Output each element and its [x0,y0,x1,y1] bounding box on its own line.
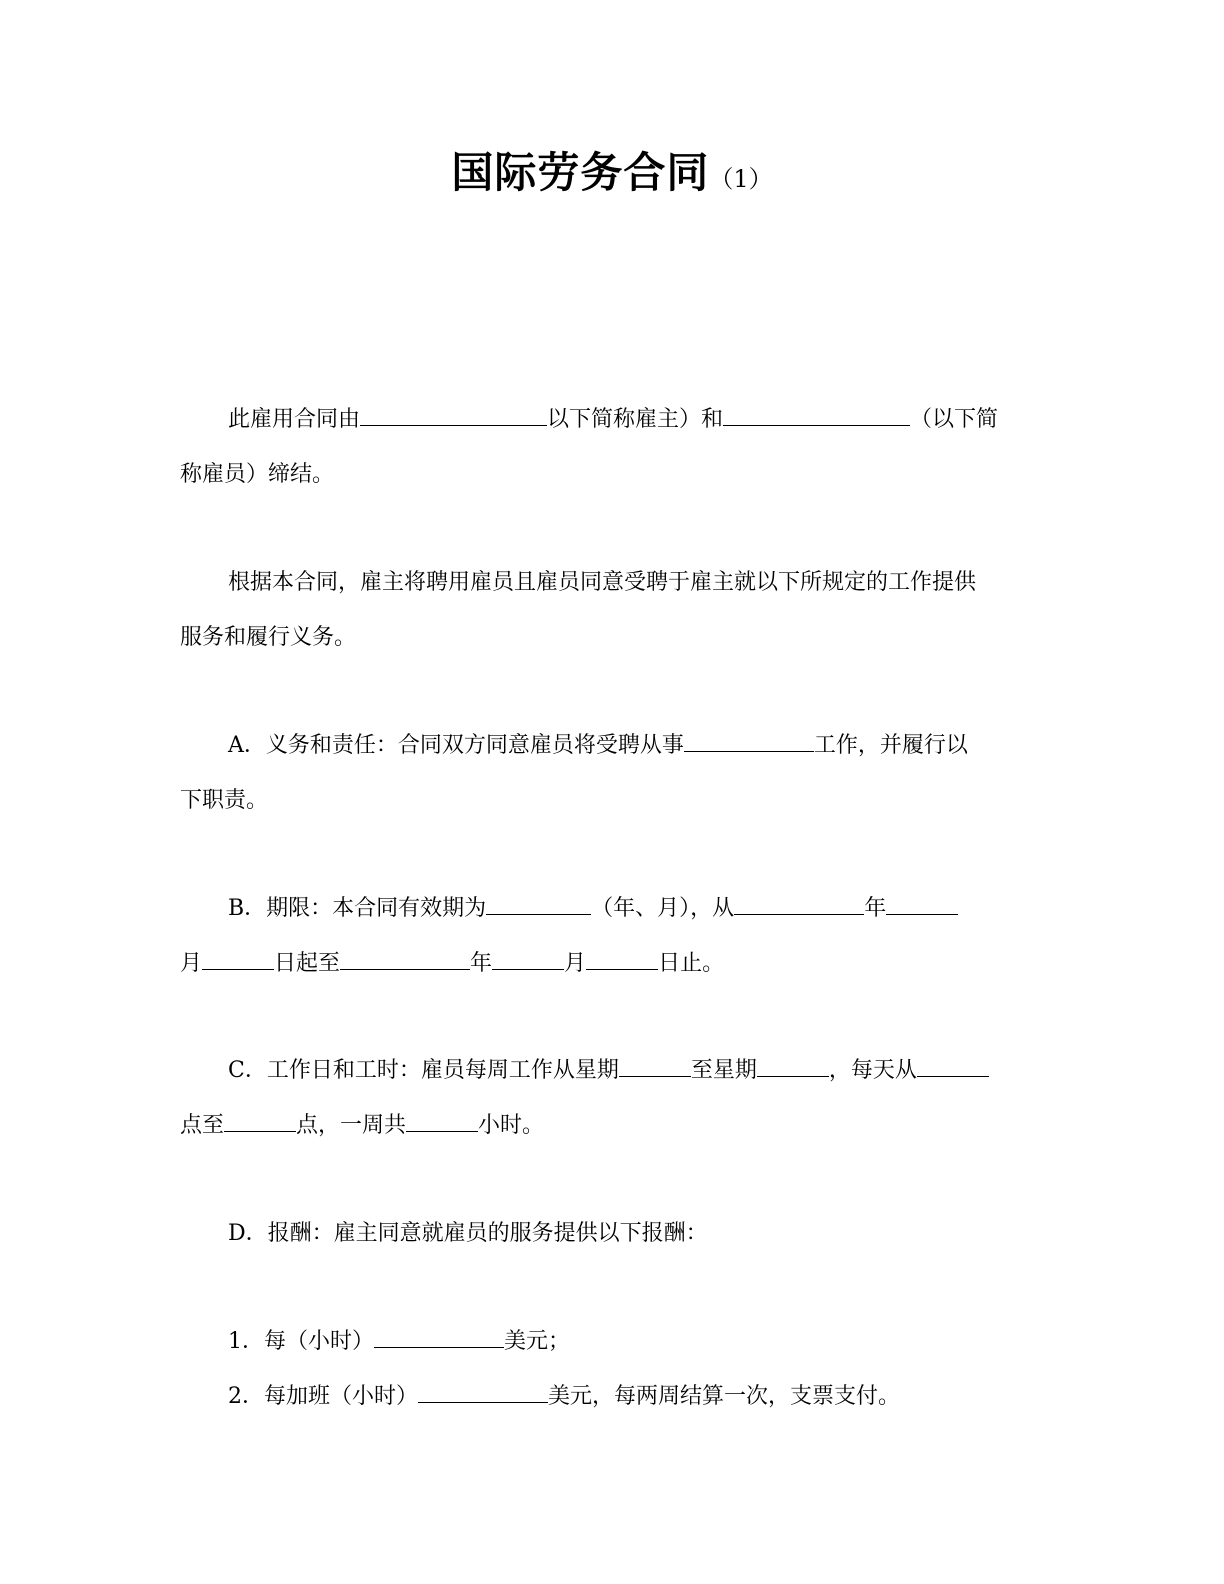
start-day-blank[interactable] [202,947,274,970]
title-main: 国际劳务合同 [451,148,710,197]
end-year-blank[interactable] [340,947,470,970]
end-month-blank[interactable] [492,947,564,970]
text: 至星期 [690,1058,757,1083]
paragraph-parties [180,392,1040,502]
hour-from-blank[interactable] [917,1054,989,1077]
weekday-to-blank[interactable] [757,1054,829,1077]
term-length-blank[interactable] [486,892,591,915]
text: 根据本合同，雇主将聘用雇员且雇员同意受聘于雇主就以下所规定的工作提供 [228,570,977,595]
text: A．义务和责任：合同双方同意雇员将受聘从事 [228,733,684,758]
start-year-blank[interactable] [734,892,864,915]
text: 2．每加班（小时） [228,1384,418,1409]
paragraph-hours [180,1043,1040,1153]
text: 美元，每两周结算一次，支票支付。 [548,1384,901,1409]
text: 工作，并履行以 [813,733,968,758]
text: （以下简 [910,407,999,432]
text: 美元； [504,1329,571,1354]
text: 以下简称雇主）和 [547,407,724,432]
employee-blank[interactable] [723,403,910,426]
text: 服务和履行义务。 [180,625,357,650]
paragraph-duties [180,718,1040,828]
weekly-hours-blank[interactable] [406,1109,478,1132]
text: ，每天从 [828,1058,917,1083]
list-item-overtime-rate [180,1369,1040,1424]
hourly-rate-blank[interactable] [374,1325,504,1348]
document-title [0,140,1224,200]
text: C．工作日和工时：雇员每周工作从星期 [228,1058,619,1083]
text: 点至 [180,1113,225,1138]
text: 小时。 [478,1113,545,1138]
text: 称雇员）缔结。 [180,462,335,487]
employer-blank[interactable] [360,403,547,426]
list-item-hourly-rate [180,1314,1040,1369]
hour-to-blank[interactable] [224,1109,296,1132]
text: 年 [864,896,887,921]
text: B．期限：本合同有效期为 [228,896,487,921]
text: 1．每（小时） [228,1329,374,1354]
text: 年 [470,951,493,976]
text: D．报酬：雇主同意就雇员的服务提供以下报酬： [228,1221,708,1246]
weekday-from-blank[interactable] [619,1054,691,1077]
text: 下职责。 [180,788,269,813]
text: 日止。 [658,951,725,976]
paragraph-term [180,881,1040,991]
text: 点，一周共 [296,1113,407,1138]
text: 日起至 [274,951,341,976]
text: 月 [180,951,203,976]
text: （年、月），从 [591,896,735,921]
paragraph-compensation [180,1206,1040,1261]
end-day-blank[interactable] [586,947,658,970]
job-title-blank[interactable] [684,729,814,752]
start-month-blank[interactable] [886,892,958,915]
text: 此雇用合同由 [228,407,361,432]
overtime-rate-blank[interactable] [418,1380,548,1403]
paragraph-engagement [180,555,1040,665]
text: 月 [564,951,587,976]
title-suffix: （1） [709,165,773,193]
